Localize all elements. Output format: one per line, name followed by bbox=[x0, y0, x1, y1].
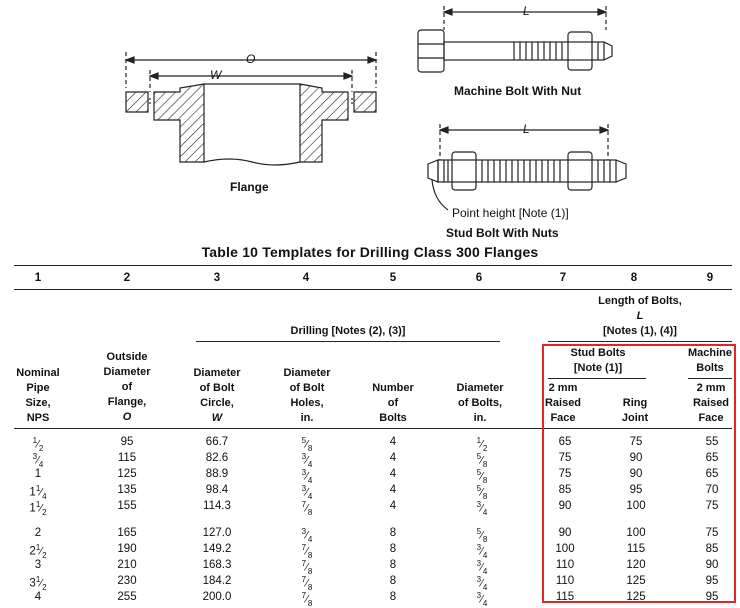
fraction: $^3⁄_4$ bbox=[476, 500, 488, 517]
fraction: $^3⁄_4$ bbox=[476, 543, 488, 560]
dimension-l-machine-label: L bbox=[523, 4, 530, 18]
cell-bolt-hole-diameter bbox=[287, 575, 327, 592]
cell-n: 8 bbox=[389, 527, 397, 539]
cell-nps bbox=[18, 436, 58, 453]
header-outside-diameter: Outside Diameter of Flange, O bbox=[103, 351, 151, 423]
cell-w: 82.6 bbox=[205, 452, 229, 464]
header-nps: Nominal Pipe Size, NPS bbox=[16, 367, 60, 424]
highlight-box bbox=[542, 344, 736, 603]
dimension-o-label: O bbox=[246, 52, 256, 66]
cell-mb: 85 bbox=[705, 543, 719, 555]
cell-bolt-diameter bbox=[462, 436, 502, 453]
cell-w: 184.2 bbox=[202, 575, 232, 587]
dimension-l-stud-label: L bbox=[523, 122, 530, 136]
fraction: $^1⁄_2$ bbox=[35, 500, 47, 517]
fraction: $^1⁄_2$ bbox=[32, 436, 44, 453]
drilling-group-rule bbox=[196, 341, 500, 342]
cell-o: 115 bbox=[117, 452, 137, 464]
cell-w: 168.3 bbox=[202, 559, 232, 571]
cell-bolt-hole-diameter bbox=[287, 436, 327, 453]
fraction: $^3⁄_4$ bbox=[476, 559, 488, 576]
fraction: $^7⁄_8$ bbox=[301, 559, 313, 576]
cell-rj: 100 bbox=[626, 527, 646, 539]
cell-n: 4 bbox=[389, 436, 397, 448]
cell-mb: 65 bbox=[705, 452, 719, 464]
cell-rj: 115 bbox=[626, 543, 646, 555]
dimension-w-label: W bbox=[210, 68, 222, 82]
fraction: $^3⁄_4$ bbox=[301, 527, 313, 544]
cell-o: 135 bbox=[117, 484, 137, 496]
cell-o: 95 bbox=[120, 436, 134, 448]
cell-w: 98.4 bbox=[205, 484, 229, 496]
cell-rj: 90 bbox=[629, 468, 643, 480]
cell-rj: 100 bbox=[626, 500, 646, 512]
cell-mb: 95 bbox=[705, 575, 719, 587]
cell-nps: 2 bbox=[34, 527, 42, 539]
cell-rf: 90 bbox=[558, 500, 572, 512]
cell-bolt-diameter bbox=[462, 527, 502, 544]
fraction: $^3⁄_4$ bbox=[301, 484, 313, 501]
machine-bolts-group-header: Machine Bolts bbox=[687, 347, 732, 374]
cell-o: 155 bbox=[117, 500, 137, 512]
stud-bolts-group-header: Stud Bolts [Note (1)] bbox=[570, 347, 626, 374]
column-number: 2 bbox=[123, 272, 131, 284]
cell-w: 88.9 bbox=[205, 468, 229, 480]
stud-bolt-caption: Stud Bolt With Nuts bbox=[446, 226, 559, 240]
cell-w: 149.2 bbox=[202, 543, 232, 555]
cell-nps: 4 bbox=[34, 591, 42, 603]
length-group-rule bbox=[548, 341, 732, 342]
column-number: 1 bbox=[34, 272, 42, 284]
cell-mb: 95 bbox=[705, 591, 719, 603]
header-bolt-holes: Diameter of Bolt Holes, in. bbox=[283, 367, 331, 424]
cell-nps: $1^1⁄_2$ bbox=[29, 500, 47, 517]
cell-mb: 75 bbox=[705, 527, 719, 539]
cell-n: 8 bbox=[389, 591, 397, 603]
cell-rf: 85 bbox=[558, 484, 572, 496]
cell-n: 4 bbox=[389, 484, 397, 496]
cell-bolt-hole-diameter bbox=[287, 543, 327, 560]
cell-nps: $1^1⁄_4$ bbox=[29, 484, 47, 501]
header-bolt-diameter: Diameter of Bolts, in. bbox=[456, 382, 504, 424]
column-number: 9 bbox=[706, 272, 714, 284]
machine-bolt-drawing bbox=[418, 6, 612, 72]
flange-caption: Flange bbox=[230, 180, 269, 194]
cell-rf: 115 bbox=[555, 591, 575, 603]
cell-o: 255 bbox=[117, 591, 137, 603]
cell-bolt-diameter bbox=[462, 468, 502, 485]
fraction: $^3⁄_4$ bbox=[301, 468, 313, 485]
cell-rj: 95 bbox=[629, 484, 643, 496]
cell-bolt-diameter bbox=[462, 452, 502, 469]
fraction: $^7⁄_8$ bbox=[301, 500, 313, 517]
cell-nps: $2^1⁄_2$ bbox=[29, 543, 47, 560]
header-machine-raised-face: 2 mm Raised Face bbox=[692, 382, 730, 424]
column-number: 7 bbox=[559, 272, 567, 284]
cell-rf: 75 bbox=[558, 468, 572, 480]
fraction: $^3⁄_4$ bbox=[476, 591, 488, 608]
cell-mb: 65 bbox=[705, 468, 719, 480]
cell-rf: 110 bbox=[555, 575, 575, 587]
fraction: $^5⁄_8$ bbox=[301, 436, 313, 453]
column-number-rule bbox=[14, 289, 732, 290]
column-number: 5 bbox=[389, 272, 397, 284]
cell-mb: 70 bbox=[705, 484, 719, 496]
cell-rf: 75 bbox=[558, 452, 572, 464]
cell-bolt-diameter bbox=[462, 484, 502, 501]
fraction: $^7⁄_8$ bbox=[301, 543, 313, 560]
drilling-group-header: Drilling [Notes (2), (3)] bbox=[290, 325, 406, 337]
cell-rf: 65 bbox=[558, 436, 572, 448]
cell-bolt-hole-diameter bbox=[287, 591, 327, 608]
header-ring-joint: Ring Joint bbox=[621, 397, 649, 424]
cell-n: 8 bbox=[389, 559, 397, 571]
column-number: 3 bbox=[213, 272, 221, 284]
length-group-header: Length of Bolts, L [Notes (1), (4)] bbox=[598, 295, 682, 337]
cell-w: 200.0 bbox=[202, 591, 232, 603]
cell-nps: 1 bbox=[34, 468, 42, 480]
fraction: $^1⁄_2$ bbox=[35, 543, 47, 560]
cell-nps bbox=[18, 452, 58, 469]
column-number: 8 bbox=[630, 272, 638, 284]
cell-rj: 75 bbox=[629, 436, 643, 448]
cell-bolt-hole-diameter bbox=[287, 468, 327, 485]
header-number-of-bolts: Number of Bolts bbox=[372, 382, 414, 424]
cell-mb: 90 bbox=[705, 559, 719, 571]
fraction: $^3⁄_4$ bbox=[32, 452, 44, 469]
fraction: $^5⁄_8$ bbox=[476, 484, 488, 501]
cell-w: 114.3 bbox=[203, 500, 231, 512]
cell-bolt-hole-diameter bbox=[287, 527, 327, 544]
cell-nps: $3^1⁄_2$ bbox=[29, 575, 47, 592]
cell-n: 8 bbox=[389, 543, 397, 555]
header-stud-raised-face: 2 mm Raised Face bbox=[544, 382, 582, 424]
cell-bolt-diameter bbox=[462, 591, 502, 608]
cell-w: 127.0 bbox=[202, 527, 232, 539]
fraction: $^5⁄_8$ bbox=[476, 452, 488, 469]
point-height-note: Point height [Note (1)] bbox=[452, 206, 569, 220]
cell-rj: 120 bbox=[626, 559, 646, 571]
cell-rj: 125 bbox=[626, 575, 646, 587]
figures-area bbox=[0, 0, 740, 240]
machine-bolt-caption: Machine Bolt With Nut bbox=[454, 84, 582, 98]
flange-drawing bbox=[126, 52, 376, 165]
fraction: $^3⁄_4$ bbox=[476, 575, 488, 592]
cell-bolt-hole-diameter bbox=[287, 452, 327, 469]
cell-o: 190 bbox=[117, 543, 137, 555]
cell-rj: 90 bbox=[629, 452, 643, 464]
cell-n: 4 bbox=[389, 500, 397, 512]
fraction: $^5⁄_8$ bbox=[476, 468, 488, 485]
fraction: $^1⁄_2$ bbox=[476, 436, 488, 453]
cell-bolt-hole-diameter bbox=[287, 559, 327, 576]
fraction: $^3⁄_4$ bbox=[301, 452, 313, 469]
cell-nps: 3 bbox=[34, 559, 42, 571]
column-number: 4 bbox=[302, 272, 310, 284]
cell-rf: 100 bbox=[555, 543, 575, 555]
cell-o: 165 bbox=[117, 527, 137, 539]
cell-rf: 90 bbox=[558, 527, 572, 539]
header-bolt-circle: Diameter of Bolt Circle, W bbox=[193, 367, 241, 424]
cell-bolt-diameter bbox=[462, 500, 502, 517]
cell-w: 66.7 bbox=[205, 436, 229, 448]
cell-n: 4 bbox=[389, 468, 397, 480]
fraction: $^1⁄_2$ bbox=[35, 575, 47, 592]
fraction: $^7⁄_8$ bbox=[301, 591, 313, 608]
column-number: 6 bbox=[475, 272, 483, 284]
cell-mb: 75 bbox=[705, 500, 719, 512]
cell-bolt-diameter bbox=[462, 543, 502, 560]
cell-o: 230 bbox=[117, 575, 137, 587]
table-title: Table 10 Templates for Drilling Class 300 Flanges bbox=[201, 244, 539, 260]
cell-n: 4 bbox=[389, 452, 397, 464]
cell-bolt-hole-diameter bbox=[287, 484, 327, 501]
cell-o: 125 bbox=[117, 468, 137, 480]
cell-bolt-diameter bbox=[462, 559, 502, 576]
fraction: $^5⁄_8$ bbox=[476, 527, 488, 544]
cell-bolt-diameter bbox=[462, 575, 502, 592]
cell-mb: 55 bbox=[705, 436, 719, 448]
cell-bolt-hole-diameter bbox=[287, 500, 327, 517]
fraction: $^1⁄_4$ bbox=[35, 484, 47, 501]
fraction: $^7⁄_8$ bbox=[301, 575, 313, 592]
cell-o: 210 bbox=[117, 559, 137, 571]
stud-bolt-drawing bbox=[428, 124, 626, 210]
technical-drawings bbox=[0, 0, 740, 240]
cell-n: 8 bbox=[389, 575, 397, 587]
cell-rf: 110 bbox=[555, 559, 575, 571]
cell-rj: 125 bbox=[626, 591, 646, 603]
table-top-rule bbox=[14, 265, 732, 266]
